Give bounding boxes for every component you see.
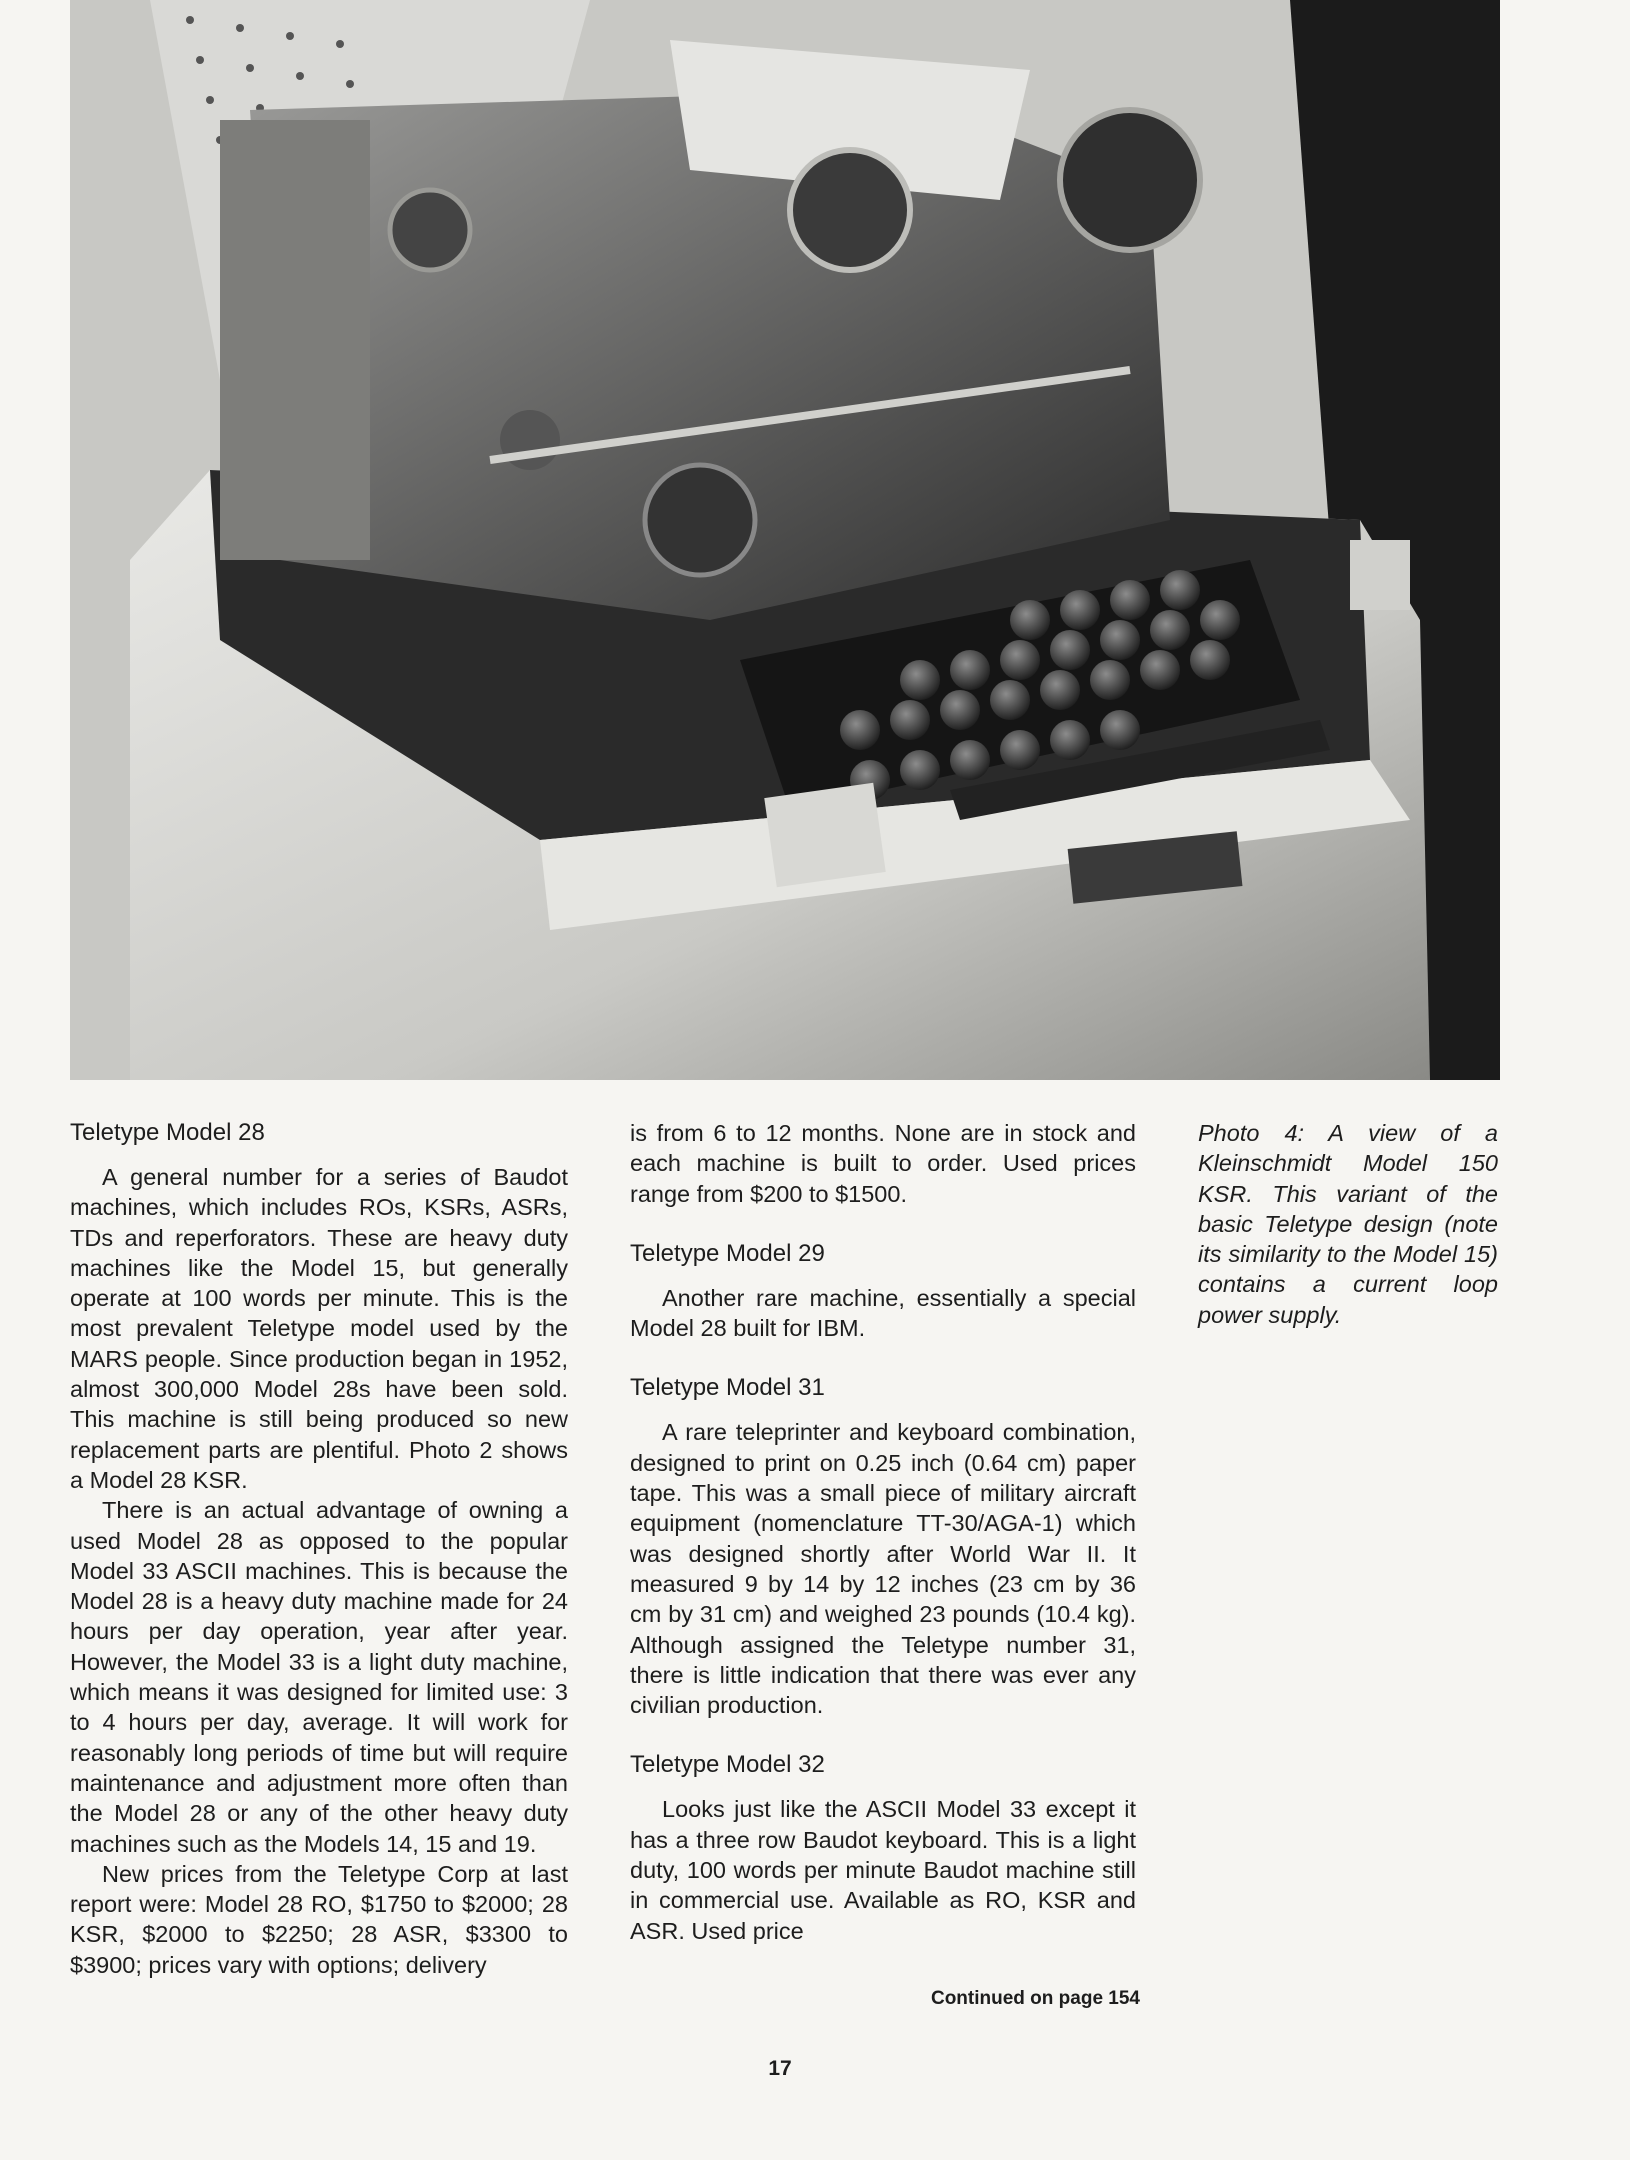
section-model-29 xyxy=(630,1239,1136,1344)
page-number: 17 xyxy=(768,2057,792,2080)
heading-model-28: Teletype Model 28 xyxy=(70,1119,265,1146)
paragraph: Looks just like the ASCII Model 33 except it has a three row Baudot keyboard. This is a light duty, 100 words per minute Baudot machine still in commercial use. Available as RO, KSR and ASR. Used price xyxy=(630,1796,1136,1944)
section-model-31 xyxy=(630,1373,1136,1720)
paragraph: New prices from the Teletype Corp at last report were: Model 28 RO, $1750 to $2000; 28 KSR, $2000 to $2250; 28 ASR, $3300 to $3900; prices vary with options; delivery xyxy=(70,1860,568,1978)
section-model-28-continued xyxy=(630,1118,1136,1209)
column-2 xyxy=(630,1118,1136,1976)
heading-model-31: Teletype Model 31 xyxy=(630,1374,825,1402)
continued-note: Continued on page 154 xyxy=(930,1988,1140,2009)
paragraph: A general number for a series of Baudot machines, which includes ROs, KSRs, ASRs, TDs and reperforators. These are heavy duty machines like the Model 15, but generally operate at 100 words per minute. This is the most prevalent Teletype model used by the MARS people. Since production began in 1952, almost 300,000 Model 28s have been sold. This machine is still being produced so new replacement parts are plentiful. Photo 2 shows a Model 28 KSR. xyxy=(70,1164,568,1493)
column-1 xyxy=(70,1118,568,1980)
heading-model-32: Teletype Model 32 xyxy=(630,1751,825,1779)
paragraph: There is an actual advantage of owning a used Model 28 as opposed to the popular Model 33 ASCII machines. This is because the Model 28 is a heavy duty machine made for 24 hours per day operation, year after year. However, the Model 33 is a light duty machine, which means it was designed for limited use: 3 to 4 hours per day, average. It will work for reasonably long periods of time but will require maintenance and adjustment more often than the Model 28 or any of the other heavy duty machines such as the Models 14, 15 and 19. xyxy=(70,1497,568,1857)
column-3 xyxy=(1198,1118,1498,1330)
paragraph: is from 6 to 12 months. None are in stock and each machine is built to order. Used prices range from $200 to $1500. xyxy=(630,1120,1136,1207)
photo-illustration xyxy=(70,0,1500,1080)
section-model-32 xyxy=(630,1750,1136,1945)
paragraph: Another rare machine, essentially a special Model 28 built for IBM. xyxy=(630,1284,1136,1342)
side-frame xyxy=(220,120,370,560)
photo-caption: Photo 4: A view of a Kleinschmidt Model 150 KSR. This variant of the basic Teletype design (note its similarity to the Model 15) contains a current loop power supply. xyxy=(1198,1120,1498,1328)
paragraph: A rare teleprinter and keyboard combination, designed to print on 0.25 inch (0.64 cm) paper tape. This was a small piece of military aircraft equipment (nomenclature TT-30/AGA-1) which was designed shortly after World War II. It measured 9 by 14 by 12 inches (23 cm by 36 cm by 31 cm) and weighed 23 pounds (10.4 kg). Although assigned the Teletype number 31, there is little indication that there was ever any civilian production. xyxy=(630,1419,1136,1719)
heading-model-29: Teletype Model 29 xyxy=(630,1239,825,1267)
photo-kleinschmidt-model-150 xyxy=(70,0,1500,1080)
